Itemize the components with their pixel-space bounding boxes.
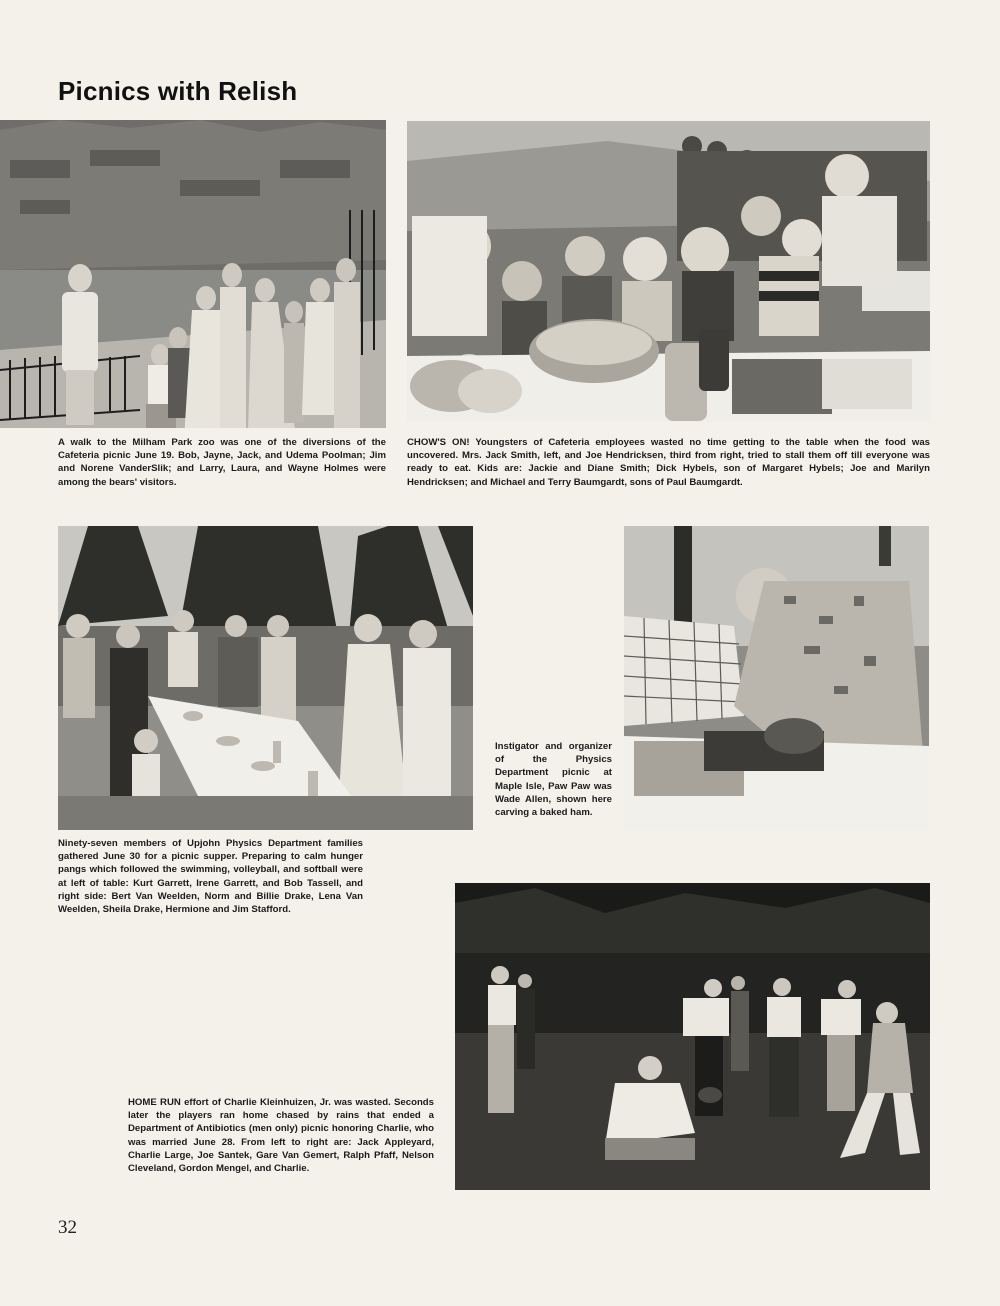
- page-title: Picnics with Relish: [58, 76, 298, 106]
- page-number: 32: [58, 1217, 77, 1238]
- chows-on-photo: [407, 121, 930, 422]
- physics-table-photo: [58, 526, 473, 830]
- zoo-photo: [0, 120, 386, 428]
- physics-table-caption: Ninety-seven members of Upjohn Physics Department families gathered June 30 for a picnic supper. Preparing to calm hunger pangs which followed the swimming, volleyball, and softball were at left of table: Kurt Garrett, Irene Garrett, and Bob Tassell, and right side: Bert Van Weelden, Norm and Billie Drake, Lena Van Weelden, Sheila Drake, Hermione and Jim Stafford.: [58, 838, 363, 916]
- chows-on-caption: [407, 436, 930, 489]
- home-run-photo: [455, 883, 930, 1190]
- ham-carving-photo: [624, 526, 929, 830]
- chows-on-caption-lead: CHOW'S ON!: [407, 437, 470, 448]
- zoo-caption: A walk to the Milham Park zoo was one of the diversions of the Cafeteria picnic June 19. Bob, Jayne, Jack, and Udema Poolman; Jim and Norene VanderSlik; and Larry, Laura, and Wayne Holmes were among the bears' visitors.: [58, 437, 386, 488]
- ham-carving-caption: Instigator and organizer of the Physics Department picnic at Maple Isle, Paw Paw was Wade Allen, shown here carving a baked ham.: [495, 741, 612, 819]
- home-run-caption-lead: HOME RUN: [128, 1097, 181, 1108]
- chows-on-caption-body: Youngsters of Cafeteria employees wasted no time getting to the table when the food was uncovered. Mrs. Jack Smith, left, and Joe Hendricksen, third from right, tried to stall them off till everyone was ready to eat. Kids are: Jackie and Diane Smith; Dick Hybels, son of Margaret Hybels; Joe and Marilyn Hendricksen; and Michael and Terry Baumgardt, sons of Paul Baumgardt.: [407, 437, 930, 488]
- home-run-caption-body: effort of Charlie Kleinhuizen, Jr. was wasted. Seconds later the players ran home chased by rains that ended a Department of Antibiotics (men only) picnic honoring Charlie, who was married June 28. From left to right are: Jack Appleyard, Charlie Large, Joe Santek, Gare Van Gemert, Ralph Pfaff, Nelson Cleveland, Gordon Mengel, and Charlie.: [128, 1097, 434, 1175]
- home-run-caption: [128, 1096, 434, 1175]
